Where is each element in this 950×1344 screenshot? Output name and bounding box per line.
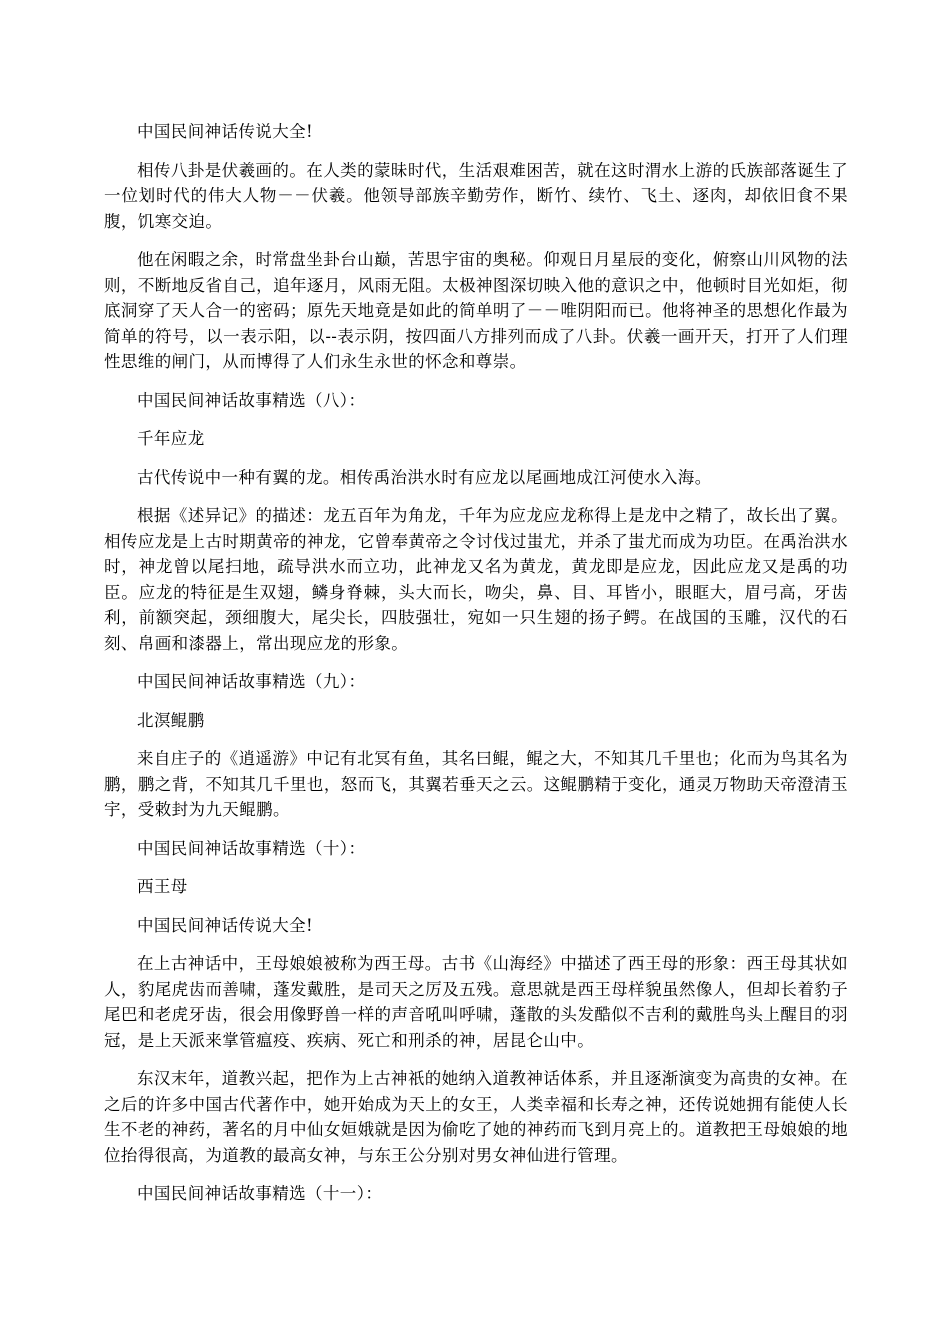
paragraph: 相传八卦是伏羲画的。在人类的蒙昧时代，生活艰难困苦，就在这时渭水上游的氏族部落诞生了一位划时代的伟大人物－－伏羲。他领导部族辛勤劳作，断竹、续竹、飞土、逐肉，却依旧食不果腹，饥寒交迫。 bbox=[104, 160, 848, 231]
section-heading: 中国民间神话故事精选（九）： bbox=[137, 672, 366, 691]
section-heading: 中国民间神话故事精选（十一）： bbox=[137, 1184, 383, 1203]
paragraph: 根据《述异记》的描述：龙五百年为角龙，千年为应龙应龙称得上是龙中之精了，故长出了翼。相传应龙是上古时期黄帝的神龙，它曾奉黄帝之令讨伐过蚩尤，并杀了蚩尤而成为功臣。在禹治洪水时，神龙曾以尾扫地，疏导洪水而立功，此神龙又名为黄龙，黄龙即是应龙，因此应龙又是禹的功臣。应龙的特征是生双翅，鳞身脊棘，头大而长，吻尖，鼻、目、耳皆小，眼眶大，眉弓高，牙齿利，前额突起，颈细腹大，尾尖长，四肢强壮，宛如一只生翅的扬子鳄。在战国的玉雕，汉代的石刻、帛画和漆器上，常出现应龙的形象。 bbox=[104, 506, 848, 653]
section-heading: 中国民间神话故事精选（八）： bbox=[137, 390, 366, 410]
document-body bbox=[104, 119, 848, 1220]
section-heading: 中国民间神话传说大全! bbox=[137, 915, 314, 935]
paragraph: 古代传说中一种有翼的龙。相传禹治洪水时有应龙以尾画地成江河使水入海。 bbox=[137, 467, 712, 487]
story-title: 西王母 bbox=[137, 877, 188, 896]
paragraph: 在上古神话中，王母娘娘被称为西王母。古书《山海经》中描述了西王母的形象：西王母其状如人，豹尾虎齿而善啸，蓬发戴胜，是司天之厉及五残。意思就是西王母样貌虽然像人，但却长着豹子尾巴和老虎牙齿，很会用像野兽一样的声音吼叫呼啸，蓬散的头发酷似不吉利的戴胜鸟头上醒目的羽冠，是上天派来掌管瘟疫、疾病、死亡和刑杀的神，居昆仑山中。 bbox=[104, 954, 848, 1050]
paragraph: 来自庄子的《逍遥游》中记有北冥有鱼，其名曰鲲，鲲之大，不知其几千里也；化而为鸟其名为鹏，鹏之背，不知其几千里也，怒而飞，其翼若垂天之云。这鲲鹏精于变化，通灵万物助天帝澄清玉宇，受敕封为九天鲲鹏。 bbox=[104, 749, 848, 819]
paragraph: 他在闲暇之余，时常盘坐卦台山巅，苦思宇宙的奥秘。仰观日月星辰的变化，俯察山川风物的法则，不断地反省自己，追年逐月，风雨无阻。太极神图深切映入他的意识之中，他顿时目光如炬，彻底洞穿了天人合一的密码；原先天地竟是如此的简单明了－－唯阴阳而已。他将神圣的思想化作最为简单的符号，以一表示阳，以--表示阴，按四面八方排列而成了八卦。伏羲一画开天，打开了人们理性思维的闸门，从而博得了人们永生永世的怀念和尊崇。 bbox=[104, 250, 848, 371]
story-title: 北溟鲲鹏 bbox=[137, 710, 205, 730]
section-heading: 中国民间神话传说大全! bbox=[137, 122, 314, 141]
story-title: 千年应龙 bbox=[137, 429, 205, 448]
paragraph: 东汉末年，道教兴起，把作为上古神祇的她纳入道教神话体系，并且逐渐演变为高贵的女神。在之后的许多中国古代著作中，她开始成为天上的女王，人类幸福和长寿之神，还传说她拥有能使人长生不老的神药，著名的月中仙女姮娥就是因为偷吃了她的神药而飞到月亮上的。道教把王母娘娘的地位抬得很高，为道教的最高女神，与东王公分别对男女神仙进行管理。 bbox=[104, 1069, 848, 1165]
section-heading: 中国民间神话故事精选（十）： bbox=[137, 838, 366, 858]
